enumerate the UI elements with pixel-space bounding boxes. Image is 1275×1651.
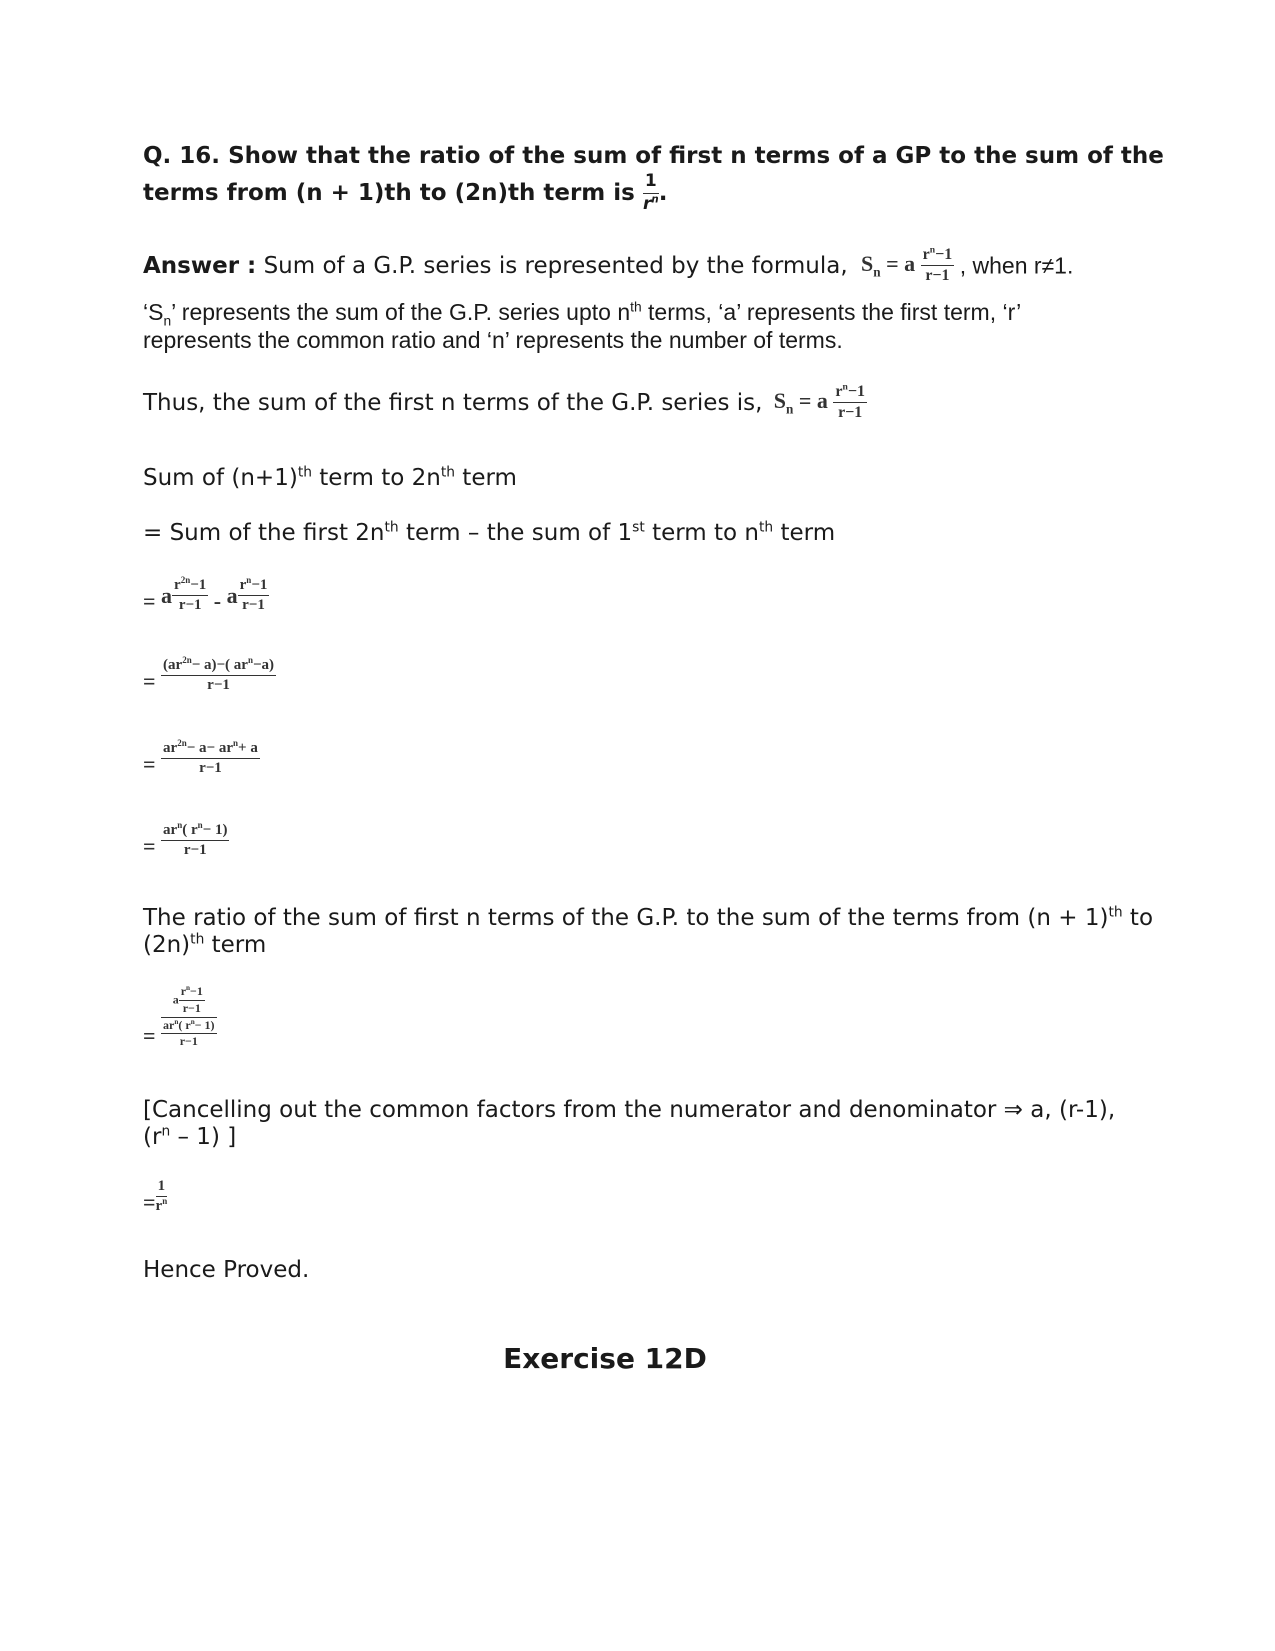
- hence-proved: Hence Proved.: [143, 1257, 310, 1283]
- result-fraction: = $\frac{1}{r^n}$: [143, 1178, 168, 1215]
- sum-difference-line: = Sum of the first $2n^{th}$ term – the sum of 1st term to $n^{th}$ term: [143, 519, 836, 546]
- ratio-line-2: $(2n)^{th}$ term: [143, 931, 267, 958]
- answer-label: Answer :: [143, 252, 257, 279]
- step-2: = $\frac{(ar^{2n}- a)-( ar^n-a)}{r-1}$: [143, 655, 275, 694]
- sum-range-line: Sum of $(n+1)^{th}$ term to $2n^{th}$ term: [143, 464, 517, 491]
- answer-line-1: [143, 246, 1073, 286]
- sum-formula: $S_n = a$ $\frac{r^n-1}{r-1}$: [861, 244, 953, 285]
- question-line-1: [143, 143, 1164, 169]
- answer-line-2: ‘$S_n$’ represents the sum of the G.P. series upto $n^{th}$ terms, ‘a’ represents the first term, ‘r’: [143, 299, 1022, 329]
- question-line-2: terms from (n + 1)th to (2n)th term is $\frac{1}{r^n}$ .: [143, 171, 668, 214]
- step-4: = $\frac{ar^n( r^n- 1)}{r-1}$: [143, 820, 228, 859]
- thus-formula: $S_n = a$ $\frac{r^n-1}{r-1}$: [773, 381, 865, 422]
- step-1: = a $\frac{r^{2n}-1}{r-1}$ - a $\frac{r^n-1}{r-1}$: [143, 575, 268, 614]
- formula-condition: , when r≠1.: [959, 252, 1074, 279]
- cancel-note-line-1: [Cancelling out the common factors from the numerator and denominator ⇒ a, (r-1),: [143, 1097, 1116, 1123]
- exercise-heading: Exercise 12D: [503, 1342, 707, 1375]
- thus-line: Thus, the sum of the first n terms of the G.P. series is, $S_n = a$ $\frac{r^n-1}{r-1}$: [143, 381, 865, 422]
- ratio-fraction: = a $\frac{r^n-1}{r-1}$ $ar^n$( $r^n- 1$) r−1: [143, 984, 215, 1049]
- step-3: = $\frac{ar^{2n}- a- ar^n+ a}{r-1}$: [143, 738, 258, 777]
- cancel-note-line-2: $(r^n - 1)$ ]: [143, 1123, 237, 1150]
- question-text-2: terms from (n + 1)th to (2n)th term is: [143, 180, 635, 207]
- question-fraction: $\frac{1}{r^n}$: [642, 171, 659, 214]
- ratio-line-1: The ratio of the sum of first n terms of the G.P. to the sum of the terms from $(n + 1)^{th}$ to: [143, 904, 1154, 931]
- question-text-1: Show that the ratio of the sum of first n terms of a GP to the sum of the: [228, 143, 1164, 169]
- question-number: Q. 16.: [143, 143, 221, 169]
- answer-line-3: represents the common ratio and ‘n’ represents the number of terms.: [143, 327, 843, 353]
- answer-intro: Sum of a G.P. series is represented by the formula,: [263, 252, 848, 279]
